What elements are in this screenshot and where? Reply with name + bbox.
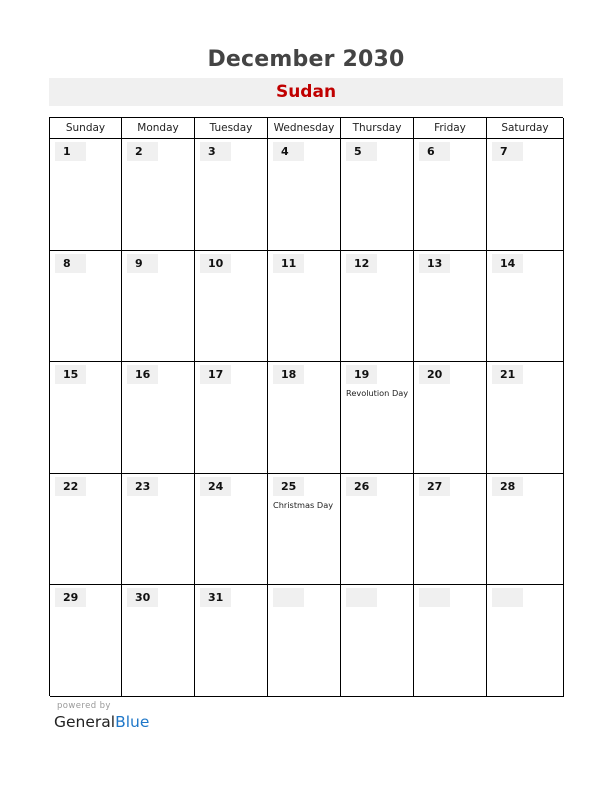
day-cell-24[interactable] — [195, 474, 268, 586]
day-number: 25 — [273, 477, 304, 496]
weekday-header-wednesday: Wednesday — [268, 118, 341, 139]
day-cell-19[interactable] — [341, 362, 414, 474]
day-cell-1[interactable] — [50, 139, 122, 251]
day-number: 26 — [346, 477, 377, 496]
day-cell-9[interactable] — [122, 251, 195, 363]
day-number: 20 — [419, 365, 450, 384]
day-cell-30[interactable] — [122, 585, 195, 697]
day-cell-11[interactable] — [268, 251, 341, 363]
day-cell-26[interactable] — [341, 474, 414, 586]
day-cell-10[interactable] — [195, 251, 268, 363]
day-cell-2[interactable] — [122, 139, 195, 251]
day-cell-29[interactable] — [50, 585, 122, 697]
day-number: 30 — [127, 588, 158, 607]
day-number: 2 — [127, 142, 158, 161]
day-number: 19 — [346, 365, 377, 384]
day-number — [346, 588, 377, 607]
weekday-header-saturday: Saturday — [487, 118, 564, 139]
powered-by-label: powered by — [57, 701, 111, 711]
day-number: 9 — [127, 254, 158, 273]
day-cell-27[interactable] — [414, 474, 487, 586]
day-cell-13[interactable] — [414, 251, 487, 363]
weekday-header-sunday: Sunday — [50, 118, 122, 139]
country-banner: Sudan — [49, 78, 563, 106]
day-cell-15[interactable] — [50, 362, 122, 474]
weekday-header-thursday: Thursday — [341, 118, 414, 139]
calendar-grid — [49, 117, 563, 696]
day-cell-4[interactable] — [268, 139, 341, 251]
day-number: 1 — [55, 142, 86, 161]
holiday-label: Revolution Day — [346, 388, 409, 399]
day-number — [492, 588, 523, 607]
day-number: 31 — [200, 588, 231, 607]
day-number: 14 — [492, 254, 523, 273]
day-number: 27 — [419, 477, 450, 496]
day-cell-7[interactable] — [487, 139, 564, 251]
day-cell-5[interactable] — [341, 139, 414, 251]
day-number: 13 — [419, 254, 450, 273]
day-cell-6[interactable] — [414, 139, 487, 251]
day-number: 23 — [127, 477, 158, 496]
page-title: December 2030 — [207, 47, 405, 72]
day-number: 5 — [346, 142, 377, 161]
day-number: 6 — [419, 142, 450, 161]
day-cell-20[interactable] — [414, 362, 487, 474]
weekday-header-friday: Friday — [414, 118, 487, 139]
day-cell-empty[interactable] — [341, 585, 414, 697]
day-cell-8[interactable] — [50, 251, 122, 363]
day-number: 17 — [200, 365, 231, 384]
day-cell-empty[interactable] — [487, 585, 564, 697]
day-cell-25[interactable] — [268, 474, 341, 586]
day-cell-28[interactable] — [487, 474, 564, 586]
day-number: 12 — [346, 254, 377, 273]
day-cell-16[interactable] — [122, 362, 195, 474]
weekday-header-monday: Monday — [122, 118, 195, 139]
weekday-header-row — [50, 118, 563, 139]
day-number: 16 — [127, 365, 158, 384]
day-number — [419, 588, 450, 607]
day-cell-17[interactable] — [195, 362, 268, 474]
day-cell-21[interactable] — [487, 362, 564, 474]
holiday-label: Christmas Day — [273, 499, 334, 510]
day-number: 11 — [273, 254, 304, 273]
day-number: 4 — [273, 142, 304, 161]
logo-blue: Blue — [115, 713, 150, 731]
day-cell-18[interactable] — [268, 362, 341, 474]
day-cell-14[interactable] — [487, 251, 564, 363]
logo-general: General — [54, 713, 116, 731]
day-cell-31[interactable] — [195, 585, 268, 697]
day-number: 7 — [492, 142, 523, 161]
day-cell-empty[interactable] — [268, 585, 341, 697]
day-cell-22[interactable] — [50, 474, 122, 586]
weekday-header-tuesday: Tuesday — [195, 118, 268, 139]
day-cell-empty[interactable] — [414, 585, 487, 697]
day-number: 18 — [273, 365, 304, 384]
generalblue-logo[interactable] — [54, 713, 149, 731]
day-number: 21 — [492, 365, 523, 384]
day-number: 3 — [200, 142, 231, 161]
day-cell-12[interactable] — [341, 251, 414, 363]
day-number: 28 — [492, 477, 523, 496]
day-number: 29 — [55, 588, 86, 607]
day-number — [273, 588, 304, 607]
day-number: 10 — [200, 254, 231, 273]
day-number: 24 — [200, 477, 231, 496]
day-number: 8 — [55, 254, 86, 273]
day-cell-23[interactable] — [122, 474, 195, 586]
day-number: 22 — [55, 477, 86, 496]
day-cell-3[interactable] — [195, 139, 268, 251]
day-number: 15 — [55, 365, 86, 384]
